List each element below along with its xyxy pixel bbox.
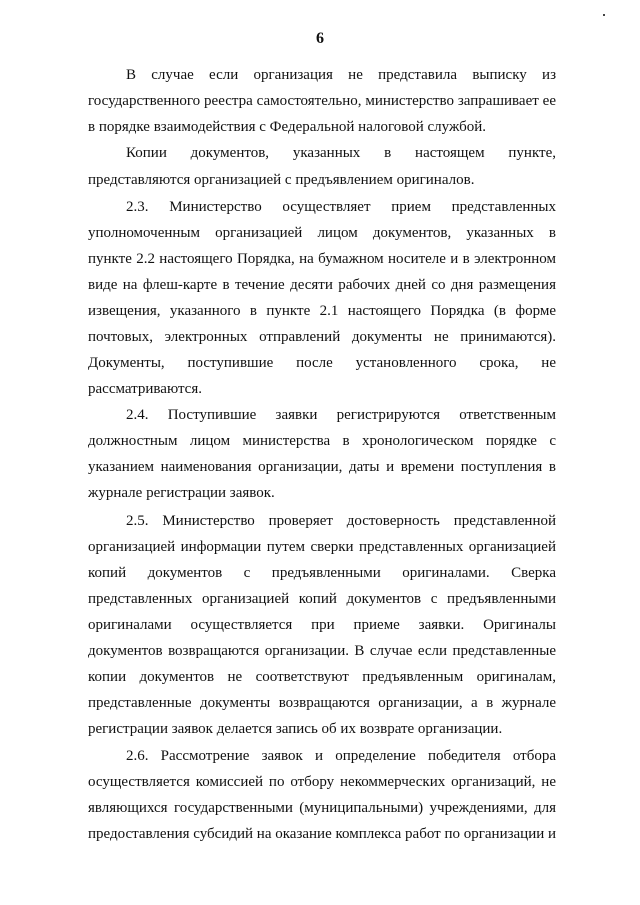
text-line: рассматриваются.: [88, 381, 202, 397]
text-line: указанием наименования организации, даты и времени поступления в: [88, 459, 556, 475]
text-line: 2.6. Рассмотрение заявок и определение победителя отбора: [126, 748, 556, 764]
text-line: представляются организацией с предъявлением оригиналов.: [88, 172, 475, 188]
text-line: 2.4. Поступившие заявки регистрируются ответственным: [126, 407, 556, 423]
text-line: оригиналами осуществляется при приеме заявки. Оригиналы: [88, 617, 556, 633]
text-line: виде на флеш-карте в течение десяти рабочих дней со дня размещения: [88, 277, 556, 293]
text-line: представленные документы возвращаются организации, а в журнале: [88, 695, 556, 711]
text-line: документов возвращаются организации. В случае если представленные: [88, 643, 556, 659]
text-line: Копии документов, указанных в настоящем пункте,: [126, 145, 556, 161]
page-number: 6: [316, 30, 324, 47]
text-line: почтовых, электронных отправлений документы не принимаются).: [88, 329, 556, 345]
text-line: 2.5. Министерство проверяет достоверность представленной: [126, 513, 556, 529]
text-line: представленных организацией копий документов с предъявленными: [88, 591, 556, 607]
text-line: являющихся государственными (муниципальными) учреждениями, для: [88, 800, 556, 816]
text-line: осуществляется комиссией по отбору некоммерческих организаций, не: [88, 774, 556, 790]
text-line: предоставления субсидий на оказание комплекса работ по организации и: [88, 826, 556, 842]
text-line: в порядке взаимодействия с Федеральной налоговой службой.: [88, 119, 487, 135]
text-line: Документы, поступившие после установленного срока, не: [88, 355, 556, 371]
text-line: регистрации заявок делается запись об их возврате организации.: [88, 721, 503, 737]
text-line: копии документов не соответствуют предъявленным оригиналам,: [88, 669, 556, 685]
text-line: В случае если организация не представила выписку из: [126, 67, 556, 83]
text-line: журнале регистрации заявок.: [88, 485, 275, 501]
text-line: извещения, указанного в пункте 2.1 настоящего Порядка (в форме: [88, 303, 556, 319]
text-line: пункте 2.2 настоящего Порядка, на бумажном носителе и в электронном: [88, 251, 556, 267]
text-line: организацией информации путем сверки представленных организацией: [88, 539, 556, 555]
text-line: должностным лицом министерства в хронологическом порядке с: [88, 433, 556, 449]
scan-speck: [603, 14, 605, 16]
text-line: 2.3. Министерство осуществляет прием представленных: [126, 199, 556, 215]
text-line: уполномоченным организацией лицом документов, указанных в: [88, 225, 556, 241]
text-line: государственного реестра самостоятельно, министерство запрашивает ее: [88, 93, 556, 109]
text-line: копий документов с предъявленными оригиналами. Сверка: [88, 565, 556, 581]
